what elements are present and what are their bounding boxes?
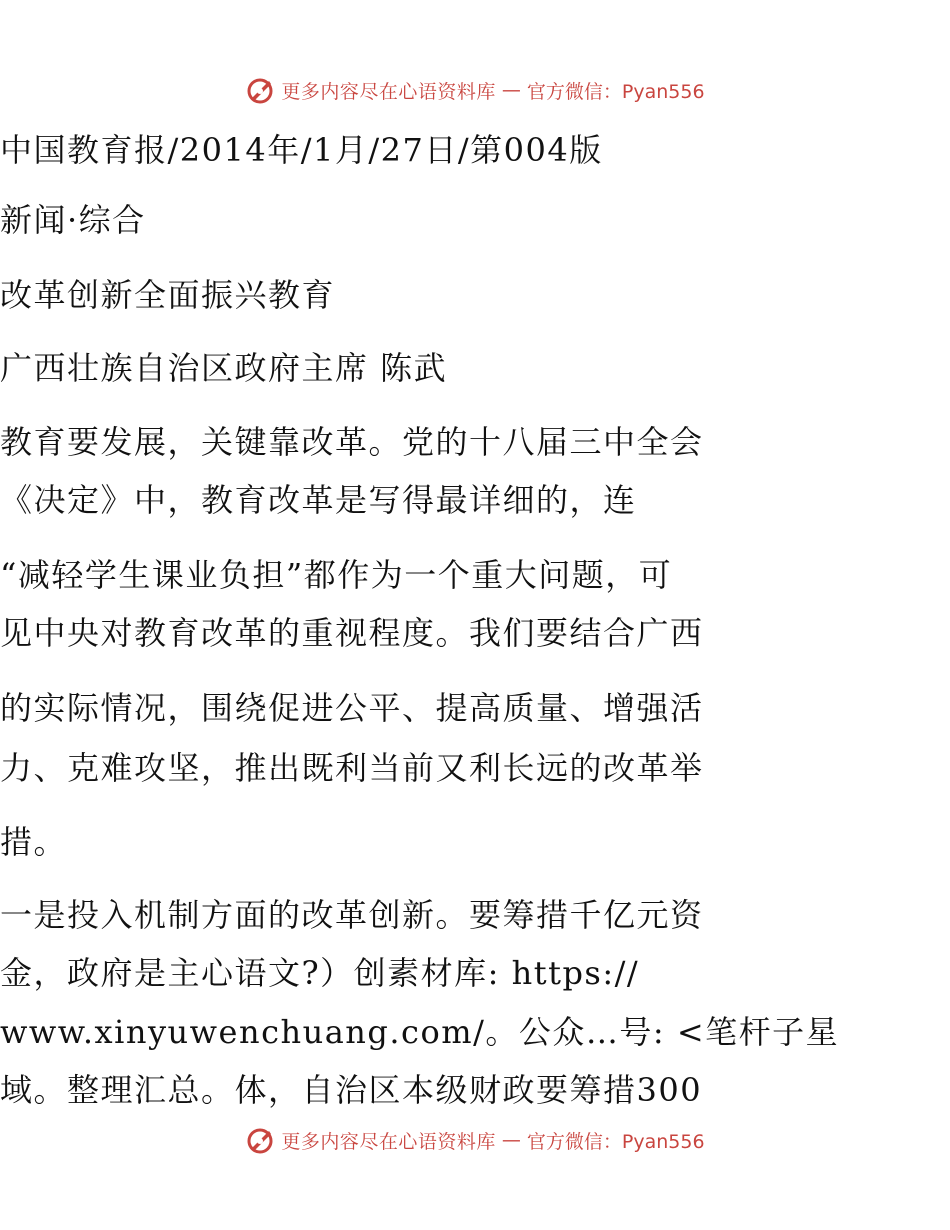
quill-logo-icon [245, 1125, 275, 1155]
banner-dash: — [501, 1129, 521, 1151]
header-watermark-banner [0, 70, 950, 110]
banner-dash: — [501, 79, 521, 101]
doc-line-source: 中国教育报/2014年/1月/27日/第004版 [0, 131, 603, 169]
doc-line-body: 的实际情况，围绕促进公平、提高质量、增强活 [0, 689, 704, 727]
banner-main-text: 更多内容尽在心语资料库 [281, 1130, 496, 1153]
doc-line-body: 见中央对教育改革的重视程度。我们要结合广西 [0, 614, 704, 652]
doc-line-body: 力、克难攻坚，推出既利当前又利长远的改革举 [0, 749, 704, 787]
doc-line-body: 域。整理汇总。体，自治区本级财政要筹措300 [0, 1071, 703, 1109]
doc-line-section: 新闻·综合 [0, 201, 146, 239]
doc-line-title: 改革创新全面振兴教育 [0, 276, 336, 314]
doc-line-body: 一是投入机制方面的改革创新。要筹措千亿元资 [0, 896, 704, 934]
doc-line-body: www.xinyuwenchuang.com/。公众…号: <笔杆子星 [0, 1013, 840, 1051]
doc-line-body: 措。 [0, 823, 68, 861]
doc-line-body: 《决定》中，教育改革是写得最详细的，连 [0, 481, 637, 519]
footer-watermark-banner [0, 1120, 950, 1160]
doc-line-body: “减轻学生课业负担”都作为一个重大问题，可 [0, 556, 673, 594]
banner-main-text: 更多内容尽在心语资料库 [281, 80, 496, 103]
doc-line-body: 教育要发展，关键靠改革。党的十八届三中全会 [0, 423, 704, 461]
quill-logo-icon [245, 75, 275, 105]
banner-wechat-text: 官方微信：Pyan556 [526, 1130, 705, 1153]
banner-wechat-text: 官方微信：Pyan556 [526, 80, 705, 103]
doc-line-body: 金，政府是主心语文?）创素材库: https:// [0, 954, 640, 992]
doc-line-author: 广西壮族自治区政府主席 陈武 [0, 349, 448, 387]
